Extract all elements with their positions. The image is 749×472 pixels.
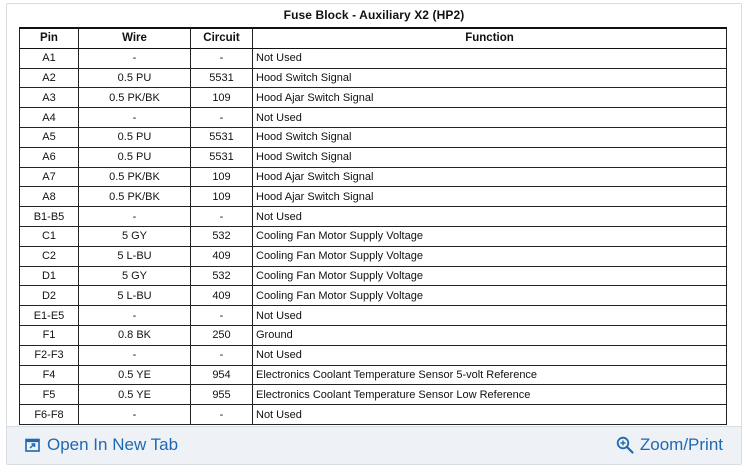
- cell-pin: B1-B5: [20, 207, 79, 227]
- open-in-new-tab-link[interactable]: [25, 435, 178, 455]
- table-row: [20, 365, 727, 385]
- cell-function: Not Used: [253, 306, 727, 326]
- cell-function: Not Used: [253, 405, 727, 425]
- column-header-circuit: Circuit: [191, 28, 253, 48]
- cell-pin: F4: [20, 365, 79, 385]
- table-row: [20, 226, 727, 246]
- table-title: Fuse Block - Auxiliary X2 (HP2): [283, 8, 465, 22]
- cell-function: Not Used: [253, 345, 727, 365]
- cell-circuit: 5531: [191, 127, 253, 147]
- cell-circuit: 409: [191, 246, 253, 266]
- table-row: [20, 88, 727, 108]
- cell-circuit: -: [191, 345, 253, 365]
- zoom-print-label: Zoom/Print: [639, 435, 723, 454]
- cell-function: Hood Ajar Switch Signal: [253, 187, 727, 207]
- cell-pin: E1-E5: [20, 306, 79, 326]
- cell-wire: 5 GY: [79, 226, 191, 246]
- cell-function: Hood Switch Signal: [253, 127, 727, 147]
- open-in-new-tab-label: Open In New Tab: [47, 435, 179, 454]
- cell-circuit: -: [191, 48, 253, 68]
- cell-pin: A6: [20, 147, 79, 167]
- cell-circuit: 954: [191, 365, 253, 385]
- cell-wire: -: [79, 108, 191, 128]
- cell-circuit: 109: [191, 88, 253, 108]
- cell-pin: A3: [20, 88, 79, 108]
- cell-wire: 0.5 PK/BK: [79, 167, 191, 187]
- cell-circuit: -: [191, 306, 253, 326]
- cell-pin: F1: [20, 325, 79, 345]
- cell-circuit: -: [191, 405, 253, 425]
- column-header-function: Function: [253, 28, 727, 48]
- cell-function: Electronics Coolant Temperature Sensor Low Reference: [253, 385, 727, 405]
- cell-wire: 0.8 BK: [79, 325, 191, 345]
- cell-wire: 0.5 PU: [79, 68, 191, 88]
- table-header-row: [20, 28, 727, 48]
- column-header-pin: Pin: [20, 28, 79, 48]
- connector-table-panel: [6, 3, 742, 465]
- table-row: [20, 167, 727, 187]
- column-header-wire: Wire: [79, 28, 191, 48]
- cell-circuit: 532: [191, 226, 253, 246]
- cell-function: Not Used: [253, 48, 727, 68]
- cell-circuit: 409: [191, 286, 253, 306]
- cell-pin: D2: [20, 286, 79, 306]
- cell-pin: A7: [20, 167, 79, 187]
- cell-circuit: -: [191, 207, 253, 227]
- cell-function: Hood Switch Signal: [253, 68, 727, 88]
- cell-wire: -: [79, 207, 191, 227]
- open-in-new-tab-icon: [25, 438, 41, 453]
- table-row: [20, 246, 727, 266]
- zoom-print-link[interactable]: [616, 435, 723, 455]
- cell-wire: 0.5 YE: [79, 365, 191, 385]
- cell-pin: A5: [20, 127, 79, 147]
- cell-pin: F6-F8: [20, 405, 79, 425]
- cell-function: Cooling Fan Motor Supply Voltage: [253, 226, 727, 246]
- cell-wire: -: [79, 306, 191, 326]
- cell-wire: 0.5 PU: [79, 147, 191, 167]
- footer-bar: [7, 426, 741, 464]
- table-row: [20, 306, 727, 326]
- cell-pin: D1: [20, 266, 79, 286]
- table-row: [20, 385, 727, 405]
- table-row: [20, 108, 727, 128]
- table-row: [20, 48, 727, 68]
- cell-pin: F5: [20, 385, 79, 405]
- zoom-icon: [616, 436, 634, 454]
- cell-pin: C2: [20, 246, 79, 266]
- cell-function: Cooling Fan Motor Supply Voltage: [253, 246, 727, 266]
- cell-wire: -: [79, 48, 191, 68]
- cell-function: Hood Switch Signal: [253, 147, 727, 167]
- cell-pin: A2: [20, 68, 79, 88]
- table-row: [20, 68, 727, 88]
- cell-function: Cooling Fan Motor Supply Voltage: [253, 266, 727, 286]
- cell-pin: A1: [20, 48, 79, 68]
- cell-wire: 5 L-BU: [79, 246, 191, 266]
- pinout-table: [19, 27, 727, 425]
- cell-wire: 0.5 PK/BK: [79, 88, 191, 108]
- cell-circuit: 250: [191, 325, 253, 345]
- cell-wire: -: [79, 405, 191, 425]
- cell-wire: 0.5 PK/BK: [79, 187, 191, 207]
- cell-pin: C1: [20, 226, 79, 246]
- cell-pin: A8: [20, 187, 79, 207]
- cell-function: Electronics Coolant Temperature Sensor 5-volt Reference: [253, 365, 727, 385]
- table-row: [20, 286, 727, 306]
- table-row: [20, 207, 727, 227]
- cell-circuit: 5531: [191, 147, 253, 167]
- cell-circuit: 109: [191, 167, 253, 187]
- cell-circuit: 532: [191, 266, 253, 286]
- cell-circuit: 109: [191, 187, 253, 207]
- table-row: [20, 345, 727, 365]
- cell-function: Not Used: [253, 207, 727, 227]
- cell-wire: 0.5 YE: [79, 385, 191, 405]
- cell-circuit: 5531: [191, 68, 253, 88]
- cell-wire: 0.5 PU: [79, 127, 191, 147]
- table-row: [20, 147, 727, 167]
- table-row: [20, 325, 727, 345]
- table-row: [20, 266, 727, 286]
- table-row: [20, 127, 727, 147]
- cell-wire: -: [79, 345, 191, 365]
- table-row: [20, 405, 727, 425]
- cell-wire: 5 L-BU: [79, 286, 191, 306]
- cell-function: Hood Ajar Switch Signal: [253, 88, 727, 108]
- cell-pin: A4: [20, 108, 79, 128]
- cell-pin: F2-F3: [20, 345, 79, 365]
- cell-circuit: 955: [191, 385, 253, 405]
- cell-function: Not Used: [253, 108, 727, 128]
- cell-function: Hood Ajar Switch Signal: [253, 167, 727, 187]
- cell-function: Cooling Fan Motor Supply Voltage: [253, 286, 727, 306]
- table-row: [20, 187, 727, 207]
- cell-wire: 5 GY: [79, 266, 191, 286]
- cell-circuit: -: [191, 108, 253, 128]
- cell-function: Ground: [253, 325, 727, 345]
